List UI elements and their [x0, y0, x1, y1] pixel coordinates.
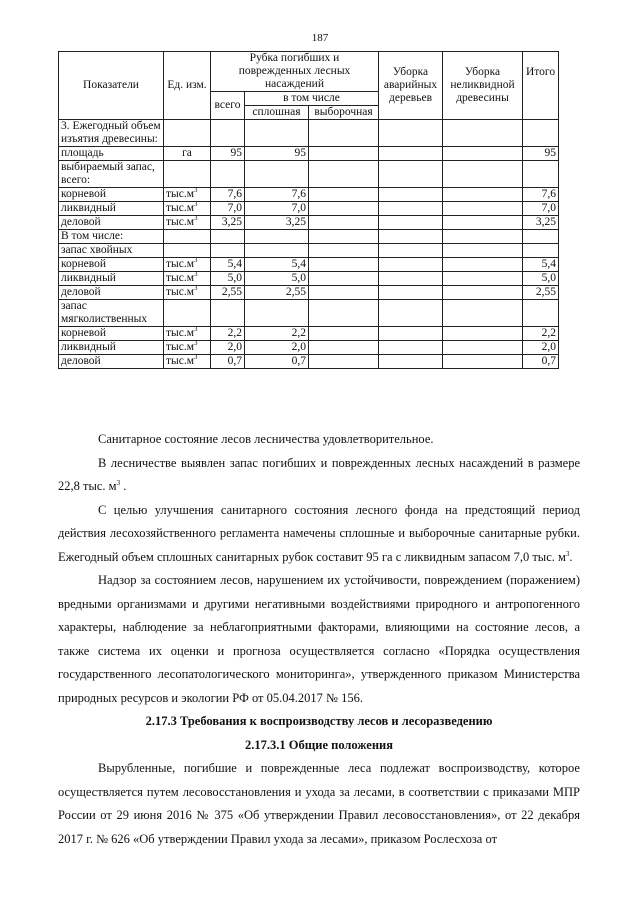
- cell-clear: [245, 300, 309, 327]
- cell-clear: 2,0: [245, 341, 309, 355]
- table-row: [59, 230, 559, 244]
- unit-text: тыс.м: [166, 258, 195, 270]
- table-row: [59, 272, 559, 286]
- cell-selective: [309, 147, 379, 161]
- cell-emergency: [379, 272, 443, 286]
- table-row: [59, 355, 559, 369]
- row-label: корневой: [59, 258, 164, 272]
- cell-selective: [309, 286, 379, 300]
- unit-superscript: 3: [194, 353, 198, 362]
- cell-sum: [523, 161, 559, 188]
- cell-sum: 7,6: [523, 188, 559, 202]
- cell-illiquid: [443, 230, 523, 244]
- cell-selective: [309, 272, 379, 286]
- cell-emergency: [379, 120, 443, 147]
- cell-sum: 5,0: [523, 272, 559, 286]
- cell-clear: 5,0: [245, 272, 309, 286]
- cell-sum: [523, 244, 559, 258]
- cell-clear: [245, 120, 309, 147]
- cell-total: 2,2: [211, 327, 245, 341]
- unit-superscript: 3: [194, 186, 198, 195]
- cell-clear: 2,2: [245, 327, 309, 341]
- row-unit: [164, 188, 211, 202]
- cell-sum: [523, 120, 559, 147]
- row-label: площадь: [59, 147, 164, 161]
- cell-emergency: [379, 230, 443, 244]
- cell-total: 0,7: [211, 355, 245, 369]
- paragraph: Санитарное состояние лесов лесничества удовлетворительное.: [98, 432, 434, 446]
- cell-clear: 95: [245, 147, 309, 161]
- row-label: деловой: [59, 286, 164, 300]
- paragraph: Надзор за состоянием лесов, нарушением их устойчивости, повреждением (поражением) вредными организмами и другими негативными воздействиями природного и антропогенного характеры, наблюдение за неблагоприятными факторами, влияющими на состояние лесов, а также система их оценки и прогноза осуществляется согласно «Порядка осуществления государственного лесопатологического мониторинга», утвержденного приказом Министерства природных ресурсов и экологии РФ от 05.04.2017 № 156.: [58, 573, 580, 705]
- cell-selective: [309, 230, 379, 244]
- cell-selective: [309, 258, 379, 272]
- cell-illiquid: [443, 300, 523, 327]
- row-unit: [164, 147, 211, 161]
- cell-selective: [309, 341, 379, 355]
- unit-superscript: 3: [194, 256, 198, 265]
- cell-sum: 2,0: [523, 341, 559, 355]
- unit-superscript: 3: [194, 214, 198, 223]
- row-unit: [164, 202, 211, 216]
- row-label: ликвидный: [59, 341, 164, 355]
- cell-total: [211, 120, 245, 147]
- forest-table: [58, 51, 559, 369]
- cell-emergency: [379, 188, 443, 202]
- table-row: [59, 327, 559, 341]
- cell-total: 3,25: [211, 216, 245, 230]
- text-span: С целью улучшения санитарного состояния лесного фонда на предстоящий период действия лесохозяйственного регламента намечены сплошные и выборочные санитарные рубки. Ежегодный объем сплошных санитарных рубок составит 95 га с ликвидным запасом 7,0 тыс. м: [58, 502, 580, 564]
- cell-total: 7,6: [211, 188, 245, 202]
- row-label: деловой: [59, 355, 164, 369]
- table-row: [59, 244, 559, 258]
- superscript: 3: [565, 549, 570, 558]
- cell-emergency: [379, 258, 443, 272]
- subsection-heading: 2.17.3.1 Общие положения: [244, 737, 393, 752]
- unit-superscript: 3: [194, 325, 198, 334]
- cell-total: [211, 161, 245, 188]
- cell-selective: [309, 202, 379, 216]
- cell-sum: [523, 230, 559, 244]
- cell-selective: [309, 216, 379, 230]
- cell-illiquid: [443, 272, 523, 286]
- cell-sum: 2,2: [523, 327, 559, 341]
- unit-superscript: 3: [194, 284, 198, 293]
- cell-sum: 3,25: [523, 216, 559, 230]
- row-label: 3. Ежегодный объем изъятия древесины:: [59, 120, 164, 147]
- cell-emergency: [379, 244, 443, 258]
- cell-illiquid: [443, 147, 523, 161]
- cell-selective: [309, 355, 379, 369]
- unit-text: тыс.м: [166, 327, 195, 339]
- cell-total: 5,4: [211, 258, 245, 272]
- row-label: корневой: [59, 188, 164, 202]
- cell-total: [211, 230, 245, 244]
- cell-sum: 0,7: [523, 355, 559, 369]
- text-span: .: [120, 479, 127, 493]
- table-body: [59, 120, 559, 369]
- cell-illiquid: [443, 161, 523, 188]
- text-span: .: [569, 549, 573, 564]
- unit-text: тыс.м: [166, 341, 195, 353]
- cell-selective: [309, 188, 379, 202]
- cell-selective: [309, 161, 379, 188]
- cell-clear: 7,6: [245, 188, 309, 202]
- row-unit: [164, 300, 211, 327]
- row-unit: [164, 258, 211, 272]
- cell-illiquid: [443, 327, 523, 341]
- unit-text: тыс.м: [166, 286, 195, 298]
- body-text: [58, 428, 580, 851]
- cell-emergency: [379, 147, 443, 161]
- row-unit: [164, 327, 211, 341]
- cell-emergency: [379, 202, 443, 216]
- header-including: в том числе: [245, 92, 379, 106]
- cell-sum: 2,55: [523, 286, 559, 300]
- cell-illiquid: [443, 120, 523, 147]
- row-unit: [164, 286, 211, 300]
- cell-illiquid: [443, 258, 523, 272]
- cell-illiquid: [443, 188, 523, 202]
- row-label: запас хвойных: [59, 244, 164, 258]
- cell-total: [211, 300, 245, 327]
- cell-selective: [309, 120, 379, 147]
- unit-text: тыс.м: [166, 272, 195, 284]
- row-label: В том числе:: [59, 230, 164, 244]
- page-number: 187: [311, 32, 329, 44]
- cell-clear: [245, 230, 309, 244]
- cell-emergency: [379, 216, 443, 230]
- header-sum: Итого: [523, 52, 559, 120]
- unit-text: тыс.м: [166, 355, 195, 367]
- table-row: [59, 258, 559, 272]
- cell-selective: [309, 244, 379, 258]
- cell-emergency: [379, 341, 443, 355]
- table-row: [59, 120, 559, 147]
- table-row: [59, 341, 559, 355]
- header-unit: Ед. изм.: [164, 52, 211, 120]
- cell-selective: [309, 327, 379, 341]
- cell-emergency: [379, 286, 443, 300]
- cell-emergency: [379, 355, 443, 369]
- header-indicators: Показатели: [59, 52, 164, 120]
- cell-sum: 7,0: [523, 202, 559, 216]
- row-label: ликвидный: [59, 202, 164, 216]
- superscript: 3: [116, 478, 121, 487]
- cell-total: [211, 244, 245, 258]
- table-row: [59, 188, 559, 202]
- row-label: ликвидный: [59, 272, 164, 286]
- row-unit: [164, 272, 211, 286]
- header-total: всего: [211, 92, 245, 120]
- row-label: выбираемый запас, всего:: [59, 161, 164, 188]
- cell-illiquid: [443, 202, 523, 216]
- text-span: В лесничестве выявлен запас погибших и поврежденных лесных насаждений в размере 22,8 тыс. м: [58, 455, 580, 493]
- cell-total: 7,0: [211, 202, 245, 216]
- cell-clear: [245, 244, 309, 258]
- cell-emergency: [379, 161, 443, 188]
- unit-text: тыс.м: [166, 188, 195, 200]
- cell-selective: [309, 300, 379, 327]
- table-row: [59, 286, 559, 300]
- row-label: запас мягколиственных: [59, 300, 164, 327]
- row-unit: [164, 244, 211, 258]
- row-unit: [164, 120, 211, 147]
- row-unit: [164, 161, 211, 188]
- cell-illiquid: [443, 216, 523, 230]
- unit-text: тыс.м: [166, 202, 195, 214]
- table-row: [59, 202, 559, 216]
- cell-sum: 95: [523, 147, 559, 161]
- table-row: [59, 300, 559, 327]
- paragraph: Вырубленные, погибшие и поврежденные леса подлежат воспроизводству, которое осуществляется путем лесовосстановления и ухода за лесами, в соответствии с приказами МПР России от 29 июня 2016 № 375 «Об утверждении Правил лесовосстановления», от 22 декабря 2017 г. № 626 «Об утверждении Правил ухода за лесами», приказом Рослесхоза от: [58, 761, 580, 846]
- cell-clear: 2,55: [245, 286, 309, 300]
- unit-text: тыс.м: [166, 216, 195, 228]
- cell-illiquid: [443, 286, 523, 300]
- cell-sum: [523, 300, 559, 327]
- unit-superscript: 3: [194, 200, 198, 209]
- cell-total: 2,55: [211, 286, 245, 300]
- cell-total: 95: [211, 147, 245, 161]
- cell-clear: 7,0: [245, 202, 309, 216]
- cell-total: 2,0: [211, 341, 245, 355]
- table-row: [59, 147, 559, 161]
- paragraph: [58, 499, 580, 570]
- unit-superscript: 3: [194, 339, 198, 348]
- cell-clear: 5,4: [245, 258, 309, 272]
- row-unit: [164, 230, 211, 244]
- cell-emergency: [379, 327, 443, 341]
- section-heading: 2.17.3 Требования к воспроизводству лесов и лесоразведению: [145, 714, 493, 728]
- row-unit: [164, 216, 211, 230]
- cell-sum: 5,4: [523, 258, 559, 272]
- table-row: [59, 161, 559, 188]
- cell-clear: 3,25: [245, 216, 309, 230]
- cell-illiquid: [443, 355, 523, 369]
- unit-superscript: 3: [194, 270, 198, 279]
- paragraph: [58, 452, 580, 499]
- cell-clear: [245, 161, 309, 188]
- cell-total: 5,0: [211, 272, 245, 286]
- row-unit: [164, 341, 211, 355]
- header-illiquid: Уборка неликвидной древесины: [443, 52, 523, 120]
- row-label: деловой: [59, 216, 164, 230]
- header-emergency: Уборка аварийных деревьев: [379, 52, 443, 120]
- row-label: корневой: [59, 327, 164, 341]
- header-felling: Рубка погибших и поврежденных лесных насаждений: [211, 52, 379, 92]
- row-unit: [164, 355, 211, 369]
- cell-clear: 0,7: [245, 355, 309, 369]
- cell-illiquid: [443, 341, 523, 355]
- table-row: [59, 216, 559, 230]
- header-selective: выборочная: [309, 106, 379, 120]
- cell-emergency: [379, 300, 443, 327]
- unit-text: га: [182, 147, 192, 159]
- cell-illiquid: [443, 244, 523, 258]
- header-clear: сплошная: [245, 106, 309, 120]
